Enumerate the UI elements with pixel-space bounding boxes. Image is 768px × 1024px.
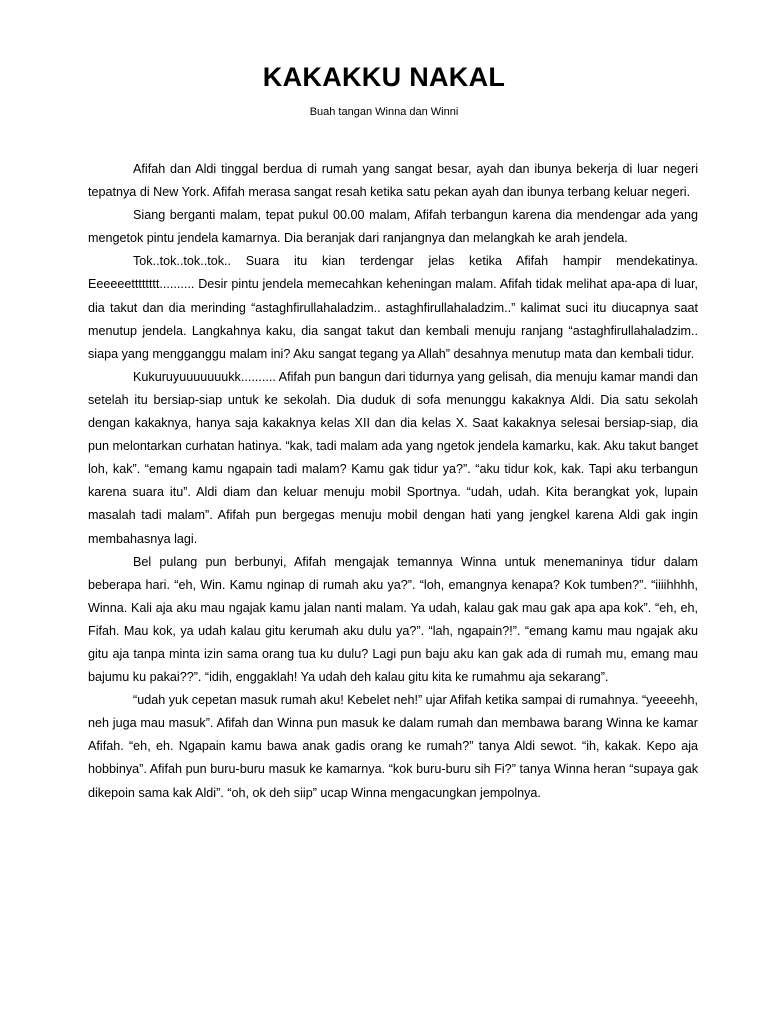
paragraph: Bel pulang pun berbunyi, Afifah mengajak temannya Winna untuk menemaninya tidur dalam beberapa hari. “eh, Win. Kamu nginap di rumah aku ya?”. “loh, emangnya kenapa? Kok tumben?”. “iiiihhhh, Winna. Kali aja aku mau ngajak kamu jalan nanti malam. Ya udah, kalau gak mau gak apa apa kok”. “eh, eh, Fifah. Mau kok, ya udah kalau gitu kerumah aku dulu ya?”. “lah, ngapain?!”. “emang kamu mau ngajak aku gitu aja tanpa minta izin sama orang tua ku dulu? Lagi pun baju aku kan gak ada di rumah mu, emang mau bajumu ku pakai??”. “idih, enggaklah! Ya udah deh kalau gitu kita ke rumahmu aja sekarang”.	[88, 554, 698, 685]
document-subtitle: Buah tangan Winna dan Winni	[309, 106, 459, 118]
document-body	[88, 158, 698, 805]
paragraph: Tok..tok..tok..tok.. Suara itu kian terdengar jelas ketika Afifah hampir mendekatinya. Eeeeeetttttttt.......... Desir pintu jendela memecahkan keheningan malam. Afifah tidak melihat apa-apa di luar, dia takut dan dia merinding “astaghfirullahaladzim.. astaghfirullahaladzim..” kalimat suci itu diucapnya saat menutup jendela. Langkahnya kaku, dia sangat takut dan kembali menuju ranjang “astaghfirullahaladzim.. siapa yang mengganggu malam ini? Aku sangat tegang ya Allah” desahnya menutup mata dan kembali tidur.	[88, 254, 698, 361]
paragraph: Afifah dan Aldi tinggal berdua di rumah yang sangat besar, ayah dan ibunya bekerja di luar negeri tepatnya di New York. Afifah merasa sangat resah ketika satu pekan ayah dan ibunya terbang keluar negeri.	[88, 162, 698, 200]
paragraph: Siang berganti malam, tepat pukul 00.00 malam, Afifah terbangun karena dia mendengar ada yang mengetok pintu jendela kamarnya. Dia beranjak dari ranjangnya dan melangkah ke arah jendela.	[88, 208, 698, 246]
paragraph: Kukuruyuuuuuuukk.......... Afifah pun bangun dari tidurnya yang gelisah, dia menuju kamar mandi dan setelah itu bersiap-siap untuk ke sekolah. Dia duduk di sofa menunggu kakaknya Aldi. Dia satu sekolah dengan kakaknya, hanya saja kakaknya kelas XII dan dia kelas X. Saat kakaknya selesai bersiap-siap, dia pun melontarkan curhatan hatinya. “kak, tadi malam ada yang ngetok jendela kamarku, kak. Aku takut banget loh, kak”. “emang kamu ngapain tadi malam? Kamu gak tidur ya?”. “aku tidur kok, kak. Tapi aku terbangun karena suara itu”. Aldi diam dan keluar menuju mobil Sportnya. “udah, udah. Kita berangkat yok, lupain masalah tadi malam”. Afifah pun bergegas menuju mobil dengan hati yang jengkel karena Aldi gak ingin membahasnya lagi.	[88, 369, 698, 546]
document-title: KAKAKKU NAKAL	[262, 62, 506, 92]
paragraph: “udah yuk cepetan masuk rumah aku! Kebelet neh!” ujar Afifah ketika sampai di rumahnya. “yeeeehh, neh juga mau masuk”. Afifah dan Winna pun masuk ke dalam rumah dan membawa barang Winna ke kamar Afifah. “eh, eh. Ngapain kamu bawa anak gadis orang ke rumah?” tanya Aldi sewot. “ih, kakak. Kepo aja hobbinya”. Afifah pun buru-buru masuk ke kamarnya. “kok buru-buru sih Fi?” tanya Winna heran “supaya gak dikepoin sama kak Aldi”. “oh, ok deh siip” ucap Winna mengacungkan jempolnya.	[88, 693, 698, 800]
